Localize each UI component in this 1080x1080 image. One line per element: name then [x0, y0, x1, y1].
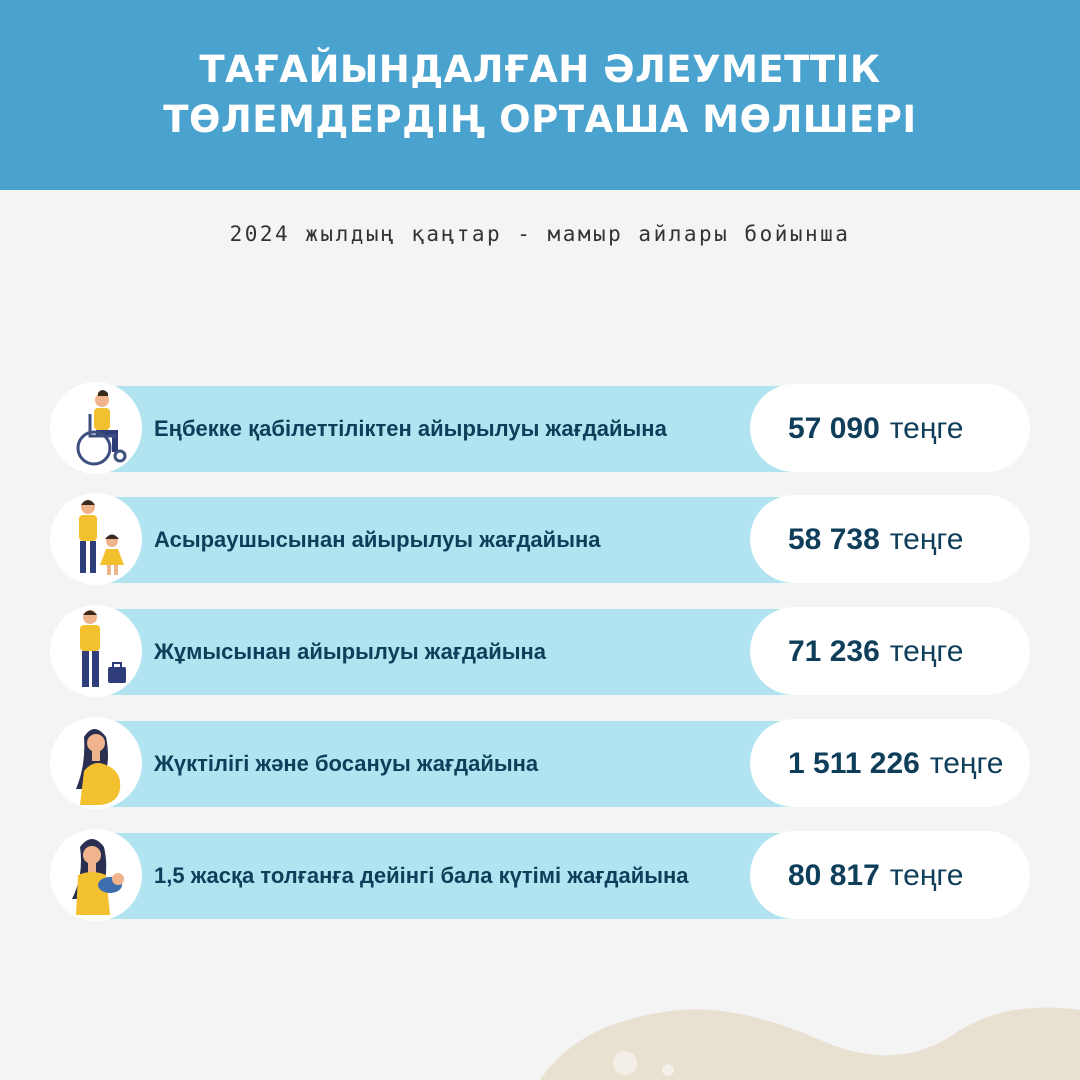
- amount-unit: теңге: [929, 747, 1004, 780]
- amount-unit: теңге: [889, 412, 964, 445]
- benefit-amount: [788, 831, 963, 921]
- benefit-row-childcare: [50, 831, 1040, 921]
- page-title: ТАҒАЙЫНДАЛҒАН ӘЛЕУМЕТТІК ТӨЛЕМДЕРДІҢ ОРТАША МӨЛШЕРІ: [163, 48, 917, 141]
- benefit-amount: [788, 384, 963, 474]
- benefit-label: Еңбекке қабілеттіліктен айырылуы жағдайына: [154, 416, 667, 441]
- decorative-wave: [540, 1000, 1080, 1080]
- header-banner: [0, 0, 1080, 190]
- mother-baby-icon: [50, 829, 142, 921]
- amount-unit: теңге: [889, 859, 964, 892]
- amount-number: 57 090: [788, 412, 880, 445]
- benefit-row-disability: [50, 384, 1040, 474]
- benefit-amount: [788, 495, 963, 585]
- benefit-label: Жұмысынан айырылуы жағдайына: [154, 639, 547, 664]
- amount-unit: теңге: [889, 523, 964, 556]
- amount-number: 58 738: [788, 523, 880, 556]
- benefit-row-maternity: [50, 719, 1040, 809]
- subtitle: 2024 жылдың қаңтар - мамыр айлары бойынша: [229, 222, 851, 246]
- amount-number: 80 817: [788, 859, 880, 892]
- wheelchair-user-icon: [50, 382, 142, 474]
- benefit-row-unemployment: [50, 607, 1040, 697]
- benefit-amount: [788, 719, 1003, 809]
- benefit-label: Жүктілігі және босануы жағдайына: [154, 751, 539, 776]
- amount-unit: теңге: [889, 635, 964, 668]
- amount-number: 1 511 226: [788, 747, 920, 780]
- pregnant-woman-icon: [50, 717, 142, 809]
- benefit-label: 1,5 жасқа толғанға дейінгі бала күтімі жағдайына: [154, 863, 689, 888]
- amount-number: 71 236: [788, 635, 880, 668]
- benefit-row-survivor: [50, 495, 1040, 585]
- benefit-label: Асыраушысынан айырылуы жағдайына: [154, 527, 601, 552]
- benefit-amount: [788, 607, 963, 697]
- unemployed-man-icon: [50, 605, 142, 697]
- parent-child-icon: [50, 493, 142, 585]
